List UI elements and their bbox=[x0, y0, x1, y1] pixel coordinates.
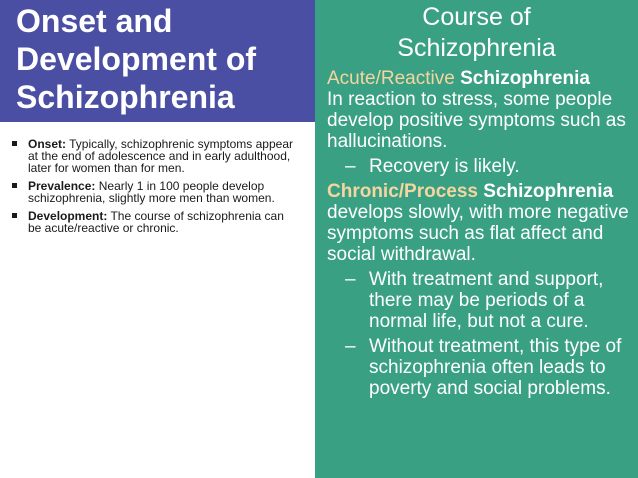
bullet-label: Onset: bbox=[28, 137, 67, 151]
right-body bbox=[327, 68, 635, 403]
acute-sub-text: Recovery is likely. bbox=[369, 156, 520, 177]
bullet-text: Typically, schizophrenic symptoms appear at the end of adolescence and in early adulthood, later for women than for men. bbox=[28, 137, 294, 175]
square-bullet-icon bbox=[12, 213, 17, 218]
right-title bbox=[315, 2, 638, 64]
square-bullet-icon bbox=[12, 183, 17, 188]
left-title bbox=[16, 2, 312, 116]
left-title-line-1: Onset and bbox=[16, 3, 173, 39]
dash-icon: – bbox=[345, 269, 356, 290]
chronic-paragraph bbox=[327, 181, 635, 265]
right-title-line-2: Schizophrenia bbox=[397, 34, 556, 62]
dash-icon: – bbox=[345, 156, 356, 177]
chronic-subpoint-1 bbox=[327, 269, 635, 332]
left-title-box bbox=[0, 0, 315, 122]
square-bullet-icon bbox=[12, 141, 17, 146]
acute-accent: Acute/Reactive bbox=[327, 68, 455, 89]
right-title-line-1: Course of bbox=[422, 3, 531, 31]
bullet-prevalence bbox=[12, 180, 297, 204]
bullet-text: The course of schizophrenia can be acute/reactive or chronic. bbox=[28, 209, 284, 235]
right-panel bbox=[315, 0, 638, 478]
acute-text: In reaction to stress, some people develop positive symptoms such as hallucinations. bbox=[327, 89, 626, 152]
bullet-list bbox=[12, 138, 297, 240]
chronic-sub-text-2: Without treatment, this type of schizophrenia often leads to poverty and social problems. bbox=[369, 336, 622, 399]
left-title-line-3: Schizophrenia bbox=[16, 79, 235, 115]
acute-term: Schizophrenia bbox=[454, 68, 590, 89]
chronic-text: develops slowly, with more negative symptoms such as flat affect and social withdrawal. bbox=[327, 202, 629, 265]
chronic-subpoint-2 bbox=[327, 336, 635, 399]
bullet-label: Prevalence: bbox=[28, 179, 96, 193]
bullet-label: Development: bbox=[28, 209, 108, 223]
acute-subpoint bbox=[327, 156, 635, 177]
acute-paragraph bbox=[327, 68, 635, 152]
dash-icon: – bbox=[345, 336, 356, 357]
bullet-development bbox=[12, 210, 297, 234]
chronic-term: Schizophrenia bbox=[478, 181, 614, 202]
bullet-text: Nearly 1 in 100 people develop schizophrenia, slightly more men than women. bbox=[28, 179, 275, 205]
chronic-sub-text-1: With treatment and support, there may be periods of a normal life, but not a cure. bbox=[369, 269, 604, 332]
chronic-accent: Chronic/Process bbox=[327, 181, 478, 202]
bullet-onset bbox=[12, 138, 297, 174]
left-title-line-2: Development of bbox=[16, 41, 257, 77]
